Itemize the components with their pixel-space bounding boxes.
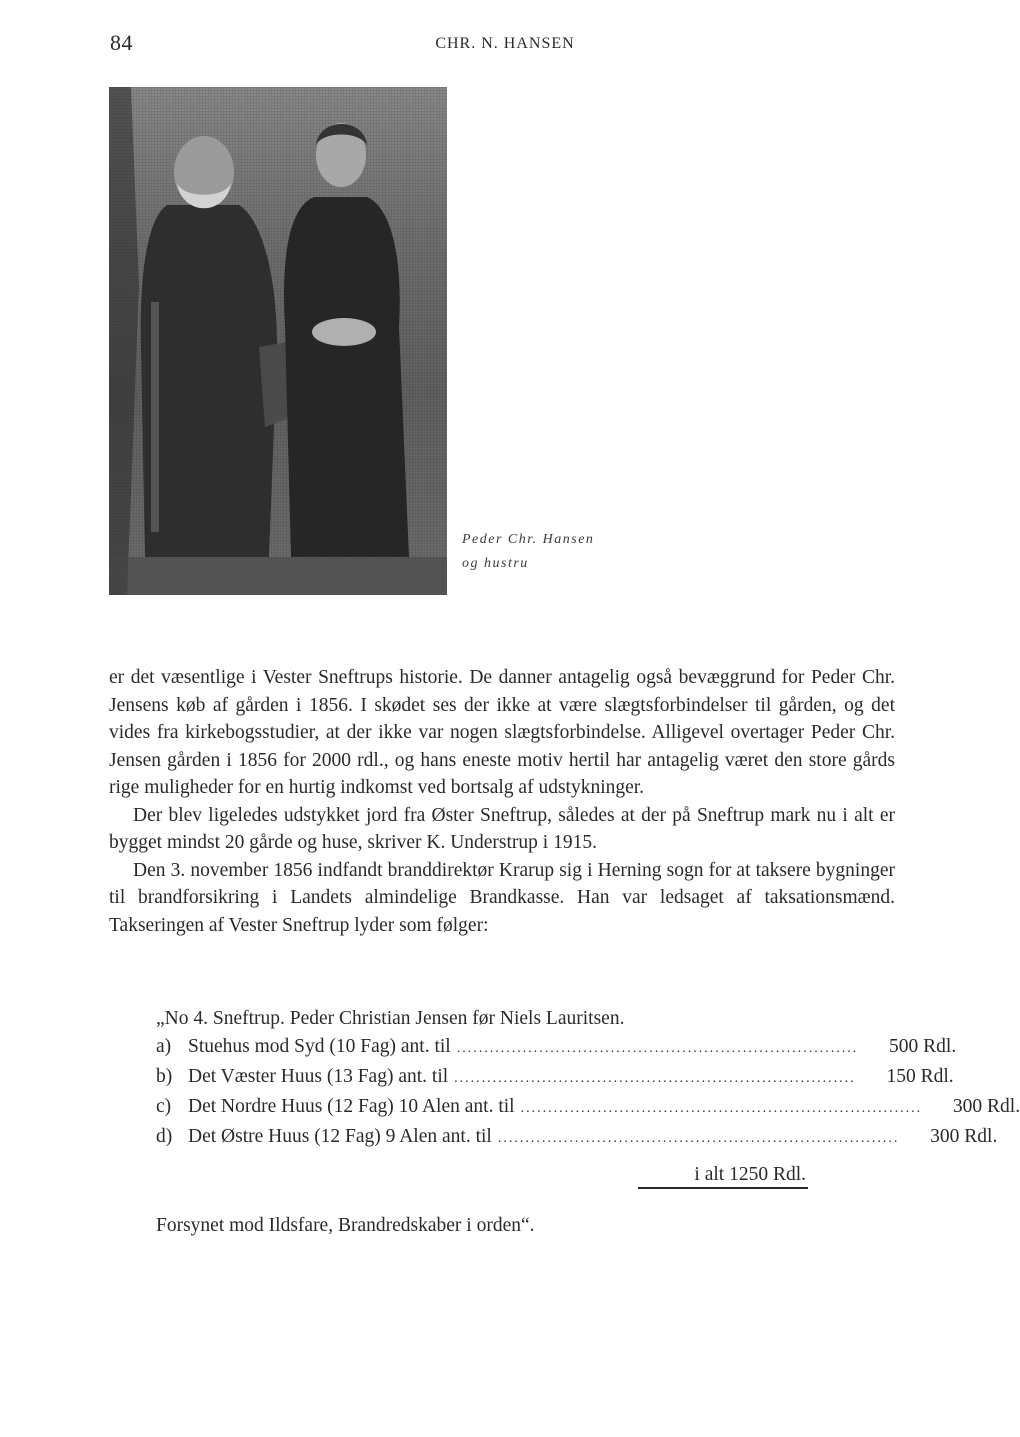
ledger-amount: 300 Rdl. [930, 1126, 998, 1147]
ledger-description: Stuehus mod Syd (10 Fag) ant. til [188, 1036, 451, 1057]
ledger-letter: b) [156, 1066, 173, 1087]
ledger-amount: 150 Rdl. [886, 1066, 954, 1087]
running-head: CHR. N. HANSEN [435, 35, 575, 52]
paragraph-3: Den 3. november 1856 indfandt branddirektør Krarup sig i Herning sogn for at taksere bygninger til brandforsikring i Landets almindelige Brandkasse. Han var ledsaget af taksationsmænd. Takseringen af Vester Sneftrup lyder som følger: [109, 859, 895, 936]
ledger-letter: d) [156, 1126, 173, 1147]
ledger-description: Det Østre Huus (12 Fag) 9 Alen ant. til [188, 1126, 492, 1147]
ledger-letter: a) [156, 1036, 172, 1057]
ledger-description: Det Væster Huus (13 Fag) ant. til [188, 1066, 449, 1087]
paragraph-1: er det væsentlige i Vester Sneftrups historie. De danner antagelig også bevæggrund for Peder Chr. Jensens køb af gården i 1856. I skødet ses der ikke at være slægtsforbindelser til gården, og det vides fra kirkebogsstudier, at der ikke var nogen slægtsforbindelse. Alligevel overtager Peder Chr. Jensen gården i 1856 for 2000 rdl., og hans eneste motiv hertil har antagelig været den store gårds rige muligheder for en hurtig indkomst ved bortsalg af udstykninger. [109, 667, 895, 798]
quote-heading: „No 4. Sneftrup. Peder Christian Jensen før Niels Lauritsen. [156, 1008, 625, 1029]
leader-dots: ......................................................................... [497, 1131, 900, 1146]
closing-line: Forsynet mod Ildsfare, Brandredskaber i orden“. [156, 1215, 535, 1236]
ledger-amount: 500 Rdl. [889, 1036, 957, 1057]
ledger-amount: 300 Rdl. [952, 1096, 1020, 1117]
portrait-image [109, 87, 447, 595]
paragraph-2: Der blev ligeledes udstykket jord fra Øster Sneftrup, således at der på Sneftrup mark nu i alt er bygget mindst 20 gårde og huse, skriver K. Understrup i 1915. [109, 804, 895, 853]
body-text [109, 664, 895, 939]
total-rule [638, 1187, 808, 1189]
photograph [109, 87, 447, 595]
leader-dots: ......................................................................... [454, 1071, 856, 1086]
ledger-row [156, 1093, 1020, 1123]
leader-dots: ......................................................................... [520, 1101, 923, 1116]
ledger-letter: c) [156, 1096, 172, 1117]
ledger-row [156, 1063, 954, 1093]
ledger-row [156, 1123, 998, 1153]
page-number: 84 [110, 30, 133, 55]
ledger-row [156, 1033, 957, 1063]
ledger-total: i alt 1250 Rdl. [694, 1164, 806, 1185]
appraisal-quote [156, 1005, 1020, 1189]
caption-line-2: og hustru [462, 556, 529, 571]
leader-dots: ......................................................................... [456, 1041, 859, 1056]
photo-caption [462, 528, 594, 576]
caption-line-1: Peder Chr. Hansen [462, 532, 595, 547]
ledger-description: Det Nordre Huus (12 Fag) 10 Alen ant. til [188, 1096, 515, 1117]
